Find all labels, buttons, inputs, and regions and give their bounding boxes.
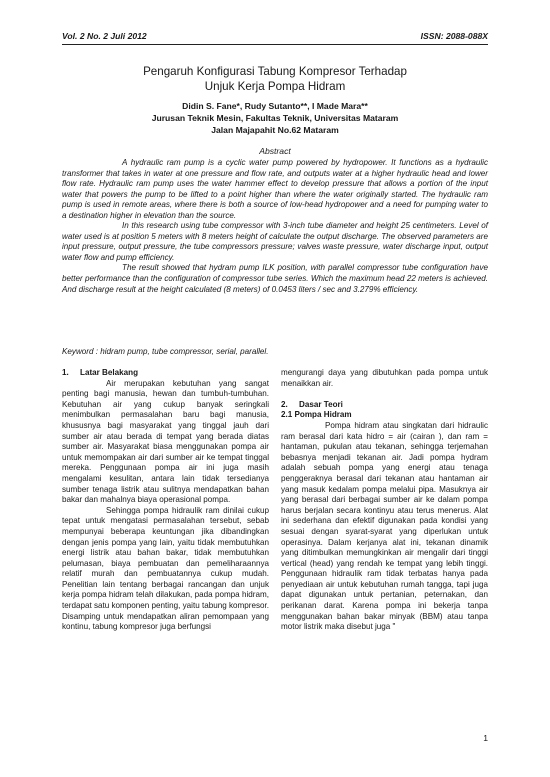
- title-line-2: Unjuk Kerja Pompa Hidram: [204, 79, 346, 93]
- body-paragraph: Pompa hidram atau singkatan dari hidraulic ram berasal dari kata hidro = air (cairan ), dan ram = hantaman, pukulan atau tekanan, sehingga terjemahan bebasnya menjadi tekanan air. Jadi pompa hydram adalah sebuah pompa yang energi atau tenaga penggeraknya berasal dari tekanan atau hantaman air yang masuk kedalam pompa melalui pipa. Masuknya air yang berasal dari berbagai sumber air ke dalam pompa harus berjalan secara kontinyu atau terus menerus. Alat ini sederhana dan efektif digunakan pada kondisi yang sesuai dengan syarat-syarat yang diperlukan untuk operasinya. Dalam kerjanya alat ini, tekanan dinamik yang ditimbulkan memungkinkan air mengalir dari tinggi vertical (head) yang rendah ke tempat yang lebih tinggi. Penggunaan hidraulik ram tidak terbatas hanya pada penyediaan air untuk kebutuhan rumah tangga, tapi juga dapat digunakan untuk pertanian, peternakan, dan perikanan darat. Karena pompa ini bekerja tanpa menggunakan bahan bakar minyak (BBM) atau tanpa motor listrik maka disebut juga ": [281, 420, 488, 632]
- body-paragraph: Air merupakan kebutuhan yang sangat penting bagi manusia, hewan dan tumbuh-tumbuhan. Kebutuhan air yang cukup banyak seringkali menimbulkan permasalahan baru bagi manusia, khususnya bagi masyarakat yang tinggal jauh dari sumber air atau berada di tempat yang berada diatas sumber air. Masyarakat biasa menggunakan pompa air untuk memompakan air dari sumber air ke tempat tinggal mereka. Penggunaan pompa air ini juga masih mengalami kesulitan, antara lain tidak tersedianya sumber tenaga listrik atau sulitnya mendapatkan bahan bakar dan mahalnya biaya operasional pompa.: [62, 378, 269, 505]
- issn: ISSN: 2088-088X: [420, 31, 488, 41]
- section-title: Latar Belakang: [80, 368, 139, 377]
- paper-title: [62, 65, 488, 94]
- keywords: Keyword : hidram pump, tube compressor, serial, parallel.: [62, 347, 269, 356]
- body-paragraph-continued: mengurangi daya yang dibutuhkan pada pompa untuk menaikkan air.: [281, 368, 488, 388]
- abstract-paragraph-2: In this research using tube compressor with 3-inch tube diameter and height 25 centimeters. Level of water used is at position 5 meters with 8 meters height of calculate the output discharge. The observed parameters are input pressure, output pressure, the tube compressors pressure; valves waste pressure, water discharge input, output water flow and pump efficiency.: [62, 221, 488, 262]
- author-affiliation: Jurusan Teknik Mesin, Fakultas Teknik, Universitas Mataram: [151, 113, 399, 124]
- header-rule: [62, 44, 488, 45]
- abstract-paragraph-3: The result showed that hydram pump ILK position, with parallel compressor tube configuration have better performance than the configuration of compressor tube series. Which the maximum head 22 meters is achieved. And discharge result at the height calculated (8 meters) of 0.0453 liters / sec and 3.279% efficiency.: [62, 263, 488, 294]
- body-paragraph: Sehingga pompa hidraulik ram dinilai cukup tepat untuk mengatasi permasalahan tersebut, sebab mempunyai beberapa keuntungan jika dibandingkan dengan jenis pompa yang lain, yaitu tidak membutuhkan energi listrik atau bahan bakar, tidak membutuhkan pelumasan, biaya pembuatan dan pemeliharaannya relatif murah dan pembuatannya cukup mudah. Penelitian lain tentang berbagai rancangan dan unjuk kerja pompa hidram telah dilakukan, pada pompa hidram, terdapat satu komponen penting, yaitu tabung kompresor. Disamping untuk mendapatkan aliran pemompaan yang kontinu, tabung kompresor juga berfungsi: [62, 505, 269, 632]
- abstract-heading: Abstract: [259, 146, 291, 156]
- section-heading-2: [281, 400, 488, 411]
- section-number: 2.: [281, 399, 288, 409]
- left-column: [62, 368, 269, 633]
- author-block: [62, 100, 488, 137]
- author-address: Jalan Majapahit No.62 Mataram: [211, 125, 339, 136]
- abstract-body: [62, 158, 488, 295]
- right-column: [281, 368, 488, 633]
- section-heading-1: [62, 368, 269, 379]
- abstract-paragraph-1: A hydraulic ram pump is a cyclic water pump powered by hydropower. It functions as a hydraulic transformer that takes in water at one pressure and flow rate, and outputs water at a higher hydraulic head and lower flow rate. Hydraulic ram pump uses the water hammer effect to develop pressure that allows a portion of the input water that powers the pump to be lifted to a point higher than where the water originally started. The hydraulic ram pump is used in remote areas, where there is both a source of low-head hydropower and a need for pumping water to a destination higher in elevation than the source.: [62, 158, 488, 220]
- running-header: [62, 31, 488, 43]
- volume-info: Vol. 2 No. 2 Juli 2012: [62, 31, 147, 41]
- subsection-heading: 2.1 Pompa Hidram: [281, 410, 352, 420]
- title-line-1: Pengaruh Konfigurasi Tabung Kompresor Terhadap: [143, 65, 407, 78]
- section-number: 1.: [62, 368, 69, 377]
- page-number: 1: [483, 733, 488, 743]
- author-names: Didin S. Fane*, Rudy Sutanto**, I Made Mara**: [182, 101, 368, 111]
- section-title: Dasar Teori: [299, 399, 343, 409]
